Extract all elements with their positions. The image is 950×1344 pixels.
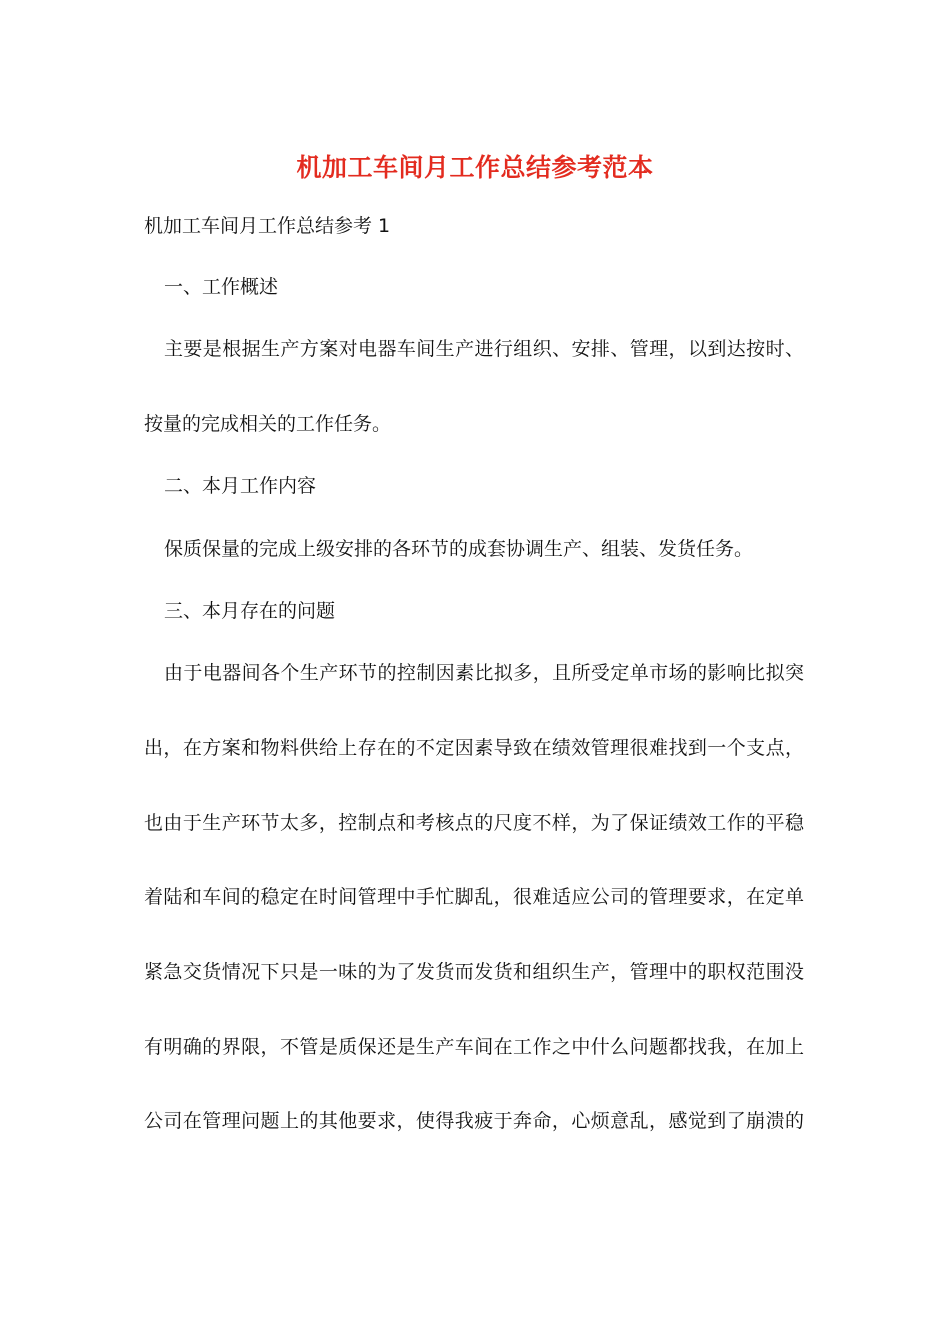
- paragraph-line: 按量的完成相关的工作任务。: [144, 413, 392, 435]
- section-2-heading: 二、本月工作内容: [164, 475, 317, 497]
- section-3-heading: 三、本月存在的问题: [164, 600, 336, 622]
- paragraph-line: 公司在管理问题上的其他要求，使得我疲于奔命，心烦意乱，感觉到了崩溃的: [144, 1110, 804, 1132]
- paragraph-line: 出，在方案和物料供给上存在的不定因素导致在绩效管理很难找到一个支点，: [144, 737, 804, 759]
- paragraph-line: 紧急交货情况下只是一味的为了发货而发货和组织生产，管理中的职权范围没: [144, 961, 804, 983]
- paragraph-line: 着陆和车间的稳定在时间管理中手忙脚乱，很难适应公司的管理要求，在定单: [144, 886, 804, 908]
- paragraph-line: 也由于生产环节太多，控制点和考核点的尺度不样，为了保证绩效工作的平稳: [144, 812, 804, 834]
- paragraph-line: 有明确的界限，不管是质保还是生产车间在工作之中什么问题都找我，在加上: [144, 1036, 804, 1058]
- subtitle: 机加工车间月工作总结参考 1: [144, 215, 391, 237]
- document-title: 机加工车间月工作总结参考范本: [296, 153, 654, 182]
- paragraph-line: 主要是根据生产方案对电器车间生产进行组织、安排、管理，以到达按时、: [164, 338, 804, 360]
- paragraph-line: 保质保量的完成上级安排的各环节的成套协调生产、组装、发货任务。: [164, 538, 754, 560]
- section-1-heading: 一、工作概述: [164, 276, 279, 298]
- paragraph-line: 由于电器间各个生产环节的控制因素比拟多，且所受定单市场的影响比拟突: [164, 662, 804, 684]
